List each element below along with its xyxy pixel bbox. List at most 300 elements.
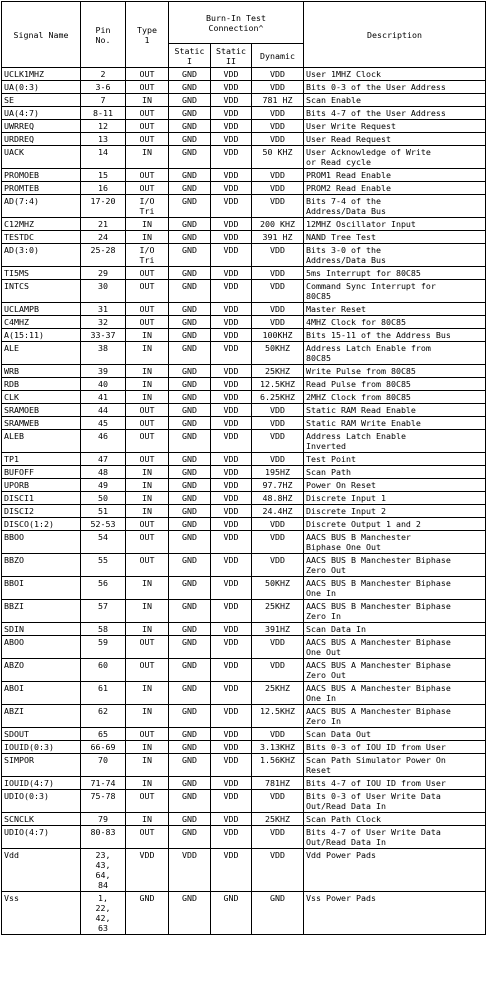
signal-name-cell: DISCI2 [2, 505, 81, 518]
signal-name-cell: BBZO [2, 554, 81, 577]
static-1-cell: GND [169, 754, 211, 777]
pin-number-cell: 56 [81, 577, 126, 600]
static-2-cell: VDD [211, 777, 252, 790]
type-cell: OUT [126, 81, 169, 94]
table-row [2, 826, 486, 849]
pin-number-cell: 52-53 [81, 518, 126, 531]
pin-number-cell: 54 [81, 531, 126, 554]
static-1-cell: GND [169, 466, 211, 479]
dynamic-cell: 24.4HZ [252, 505, 304, 518]
static-2-cell: VDD [211, 404, 252, 417]
static-2-cell: VDD [211, 741, 252, 754]
static-1-cell: GND [169, 267, 211, 280]
type-cell: IN [126, 218, 169, 231]
static-2-cell: VDD [211, 218, 252, 231]
pin-number-cell: 59 [81, 636, 126, 659]
static-1-cell: GND [169, 430, 211, 453]
pin-number-cell: 31 [81, 303, 126, 316]
signal-name-cell: SDIN [2, 623, 81, 636]
static-2-cell: VDD [211, 417, 252, 430]
dynamic-cell: VDD [252, 81, 304, 94]
static-2-cell: VDD [211, 554, 252, 577]
static-1-cell: GND [169, 365, 211, 378]
dynamic-cell: 200 KHZ [252, 218, 304, 231]
table-row [2, 342, 486, 365]
static-2-cell: VDD [211, 790, 252, 813]
pin-number-cell: 66-69 [81, 741, 126, 754]
type-cell: OUT [126, 518, 169, 531]
table-row [2, 267, 486, 280]
type-cell: IN [126, 682, 169, 705]
type-cell: OUT [126, 453, 169, 466]
static-1-cell: GND [169, 636, 211, 659]
type-cell: I/O Tri [126, 244, 169, 267]
dynamic-cell: 100KHZ [252, 329, 304, 342]
static-1-cell: GND [169, 705, 211, 728]
dynamic-cell: VDD [252, 417, 304, 430]
type-cell: OUT [126, 417, 169, 430]
table-row [2, 231, 486, 244]
type-cell: IN [126, 777, 169, 790]
table-row [2, 554, 486, 577]
static-1-cell: GND [169, 244, 211, 267]
dynamic-cell: VDD [252, 790, 304, 813]
dynamic-cell: VDD [252, 849, 304, 892]
dynamic-cell: 50KHZ [252, 342, 304, 365]
type-cell: OUT [126, 303, 169, 316]
table-row [2, 466, 486, 479]
table-row [2, 244, 486, 267]
signal-name-cell: UACK [2, 146, 81, 169]
type-cell: IN [126, 492, 169, 505]
dynamic-cell: 781 HZ [252, 94, 304, 107]
description-cell: Bits 15-11 of the Address Bus [304, 329, 486, 342]
type-cell: IN [126, 754, 169, 777]
static-2-cell: VDD [211, 195, 252, 218]
signal-name-cell: A(15:11) [2, 329, 81, 342]
dynamic-cell: VDD [252, 267, 304, 280]
dynamic-cell: 25KHZ [252, 682, 304, 705]
dynamic-cell: 50 KHZ [252, 146, 304, 169]
table-row [2, 518, 486, 531]
dynamic-cell: VDD [252, 169, 304, 182]
static-1-cell: GND [169, 453, 211, 466]
description-cell: Bits 4-7 of the User Address [304, 107, 486, 120]
table-row [2, 133, 486, 146]
table-row [2, 68, 486, 81]
signal-name-cell: AD(3:0) [2, 244, 81, 267]
static-1-cell: GND [169, 391, 211, 404]
description-cell: Bits 0-3 of User Write Data Out/Read Data In [304, 790, 486, 813]
header-signal-name: Signal Name [2, 2, 81, 68]
static-1-cell: GND [169, 600, 211, 623]
static-2-cell: VDD [211, 316, 252, 329]
static-1-cell: GND [169, 146, 211, 169]
signal-name-cell: INTCS [2, 280, 81, 303]
static-1-cell: GND [169, 554, 211, 577]
header-static-1: Static I [169, 44, 211, 68]
description-cell: 12MHZ Oscillator Input [304, 218, 486, 231]
description-cell: 5ms Interrupt for 80C85 [304, 267, 486, 280]
pin-number-cell: 8-11 [81, 107, 126, 120]
description-cell: User Read Request [304, 133, 486, 146]
description-cell: Scan Path Simulator Power On Reset [304, 754, 486, 777]
static-1-cell: GND [169, 120, 211, 133]
type-cell: OUT [126, 120, 169, 133]
table-row [2, 329, 486, 342]
static-1-cell: GND [169, 342, 211, 365]
static-2-cell: VDD [211, 169, 252, 182]
signal-name-cell: ALE [2, 342, 81, 365]
static-1-cell: VDD [169, 849, 211, 892]
dynamic-cell: VDD [252, 554, 304, 577]
dynamic-cell: 391HZ [252, 623, 304, 636]
table-row [2, 659, 486, 682]
description-cell: Scan Path Clock [304, 813, 486, 826]
dynamic-cell: VDD [252, 531, 304, 554]
table-row [2, 479, 486, 492]
dynamic-cell: VDD [252, 303, 304, 316]
type-cell: OUT [126, 659, 169, 682]
type-cell: OUT [126, 790, 169, 813]
signal-name-cell: DISCO(1:2) [2, 518, 81, 531]
static-2-cell: VDD [211, 577, 252, 600]
static-2-cell: VDD [211, 623, 252, 636]
signal-name-cell: PROMTEB [2, 182, 81, 195]
pin-number-cell: 14 [81, 146, 126, 169]
static-2-cell: VDD [211, 754, 252, 777]
signal-name-cell: AD(7:4) [2, 195, 81, 218]
table-row [2, 453, 486, 466]
signal-name-cell: BBOO [2, 531, 81, 554]
static-1-cell: GND [169, 728, 211, 741]
pin-number-cell: 71-74 [81, 777, 126, 790]
table-row [2, 146, 486, 169]
type-cell: GND [126, 892, 169, 935]
dynamic-cell: VDD [252, 826, 304, 849]
dynamic-cell: 97.7HZ [252, 479, 304, 492]
static-2-cell: VDD [211, 391, 252, 404]
description-cell: User Acknowledge of Write or Read cycle [304, 146, 486, 169]
dynamic-cell: 12.5KHZ [252, 705, 304, 728]
signal-name-cell: UCLAMPB [2, 303, 81, 316]
description-cell: AACS BUS B Manchester Biphase One In [304, 577, 486, 600]
signal-name-cell: ABOO [2, 636, 81, 659]
dynamic-cell: 25KHZ [252, 813, 304, 826]
type-cell: IN [126, 378, 169, 391]
description-cell: Bits 3-0 of the Address/Data Bus [304, 244, 486, 267]
description-cell: 2MHZ Clock from 80C85 [304, 391, 486, 404]
dynamic-cell: 3.13KHZ [252, 741, 304, 754]
signal-name-cell: BUFOFF [2, 466, 81, 479]
static-1-cell: GND [169, 659, 211, 682]
type-cell: OUT [126, 404, 169, 417]
header-dynamic: Dynamic [252, 44, 304, 68]
static-2-cell: VDD [211, 453, 252, 466]
static-1-cell: GND [169, 94, 211, 107]
dynamic-cell: VDD [252, 280, 304, 303]
static-1-cell: GND [169, 329, 211, 342]
signal-name-cell: BBOI [2, 577, 81, 600]
description-cell: PROM2 Read Enable [304, 182, 486, 195]
header-burn-in-test: Burn-In Test Connection^ [169, 2, 304, 44]
type-cell: IN [126, 479, 169, 492]
table-row [2, 636, 486, 659]
pin-number-cell: 3-6 [81, 81, 126, 94]
pin-number-cell: 79 [81, 813, 126, 826]
description-cell: Test Point [304, 453, 486, 466]
pin-number-cell: 57 [81, 600, 126, 623]
dynamic-cell: VDD [252, 68, 304, 81]
static-2-cell: VDD [211, 466, 252, 479]
dynamic-cell: 25KHZ [252, 600, 304, 623]
pin-number-cell: 65 [81, 728, 126, 741]
signal-name-cell: SE [2, 94, 81, 107]
description-cell: Scan Enable [304, 94, 486, 107]
signal-name-cell: DISCI1 [2, 492, 81, 505]
pin-number-cell: 46 [81, 430, 126, 453]
pin-number-cell: 58 [81, 623, 126, 636]
signal-name-cell: ABZI [2, 705, 81, 728]
static-1-cell: GND [169, 682, 211, 705]
signal-name-cell: UA(4:7) [2, 107, 81, 120]
signal-name-cell: IOUID(4:7) [2, 777, 81, 790]
pin-number-cell: 45 [81, 417, 126, 430]
pin-number-cell: 47 [81, 453, 126, 466]
type-cell: IN [126, 94, 169, 107]
static-2-cell: VDD [211, 378, 252, 391]
table-row [2, 813, 486, 826]
static-2-cell: VDD [211, 94, 252, 107]
pin-number-cell: 12 [81, 120, 126, 133]
dynamic-cell: 25KHZ [252, 365, 304, 378]
dynamic-cell: VDD [252, 244, 304, 267]
static-1-cell: GND [169, 280, 211, 303]
description-cell: AACS BUS B Manchester Biphase Zero Out [304, 554, 486, 577]
pin-number-cell: 62 [81, 705, 126, 728]
pin-number-cell: 32 [81, 316, 126, 329]
dynamic-cell: VDD [252, 404, 304, 417]
dynamic-cell: VDD [252, 195, 304, 218]
table-row [2, 169, 486, 182]
signal-name-cell: Vss [2, 892, 81, 935]
type-cell: IN [126, 342, 169, 365]
type-cell: OUT [126, 182, 169, 195]
pin-number-cell: 25-28 [81, 244, 126, 267]
type-cell: OUT [126, 728, 169, 741]
table-row [2, 107, 486, 120]
static-2-cell: VDD [211, 813, 252, 826]
table-row [2, 777, 486, 790]
dynamic-cell: VDD [252, 453, 304, 466]
dynamic-cell: VDD [252, 316, 304, 329]
description-cell: AACS BUS A Manchester Biphase One Out [304, 636, 486, 659]
static-2-cell: VDD [211, 659, 252, 682]
pin-number-cell: 41 [81, 391, 126, 404]
pin-number-cell: 60 [81, 659, 126, 682]
signal-name-cell: UDIO(4:7) [2, 826, 81, 849]
header-static-2: Static II [211, 44, 252, 68]
dynamic-cell: 50KHZ [252, 577, 304, 600]
static-1-cell: GND [169, 813, 211, 826]
signal-name-cell: RDB [2, 378, 81, 391]
static-1-cell: GND [169, 790, 211, 813]
table-row [2, 505, 486, 518]
signal-name-cell: IOUID(0:3) [2, 741, 81, 754]
type-cell: IN [126, 813, 169, 826]
static-2-cell: VDD [211, 518, 252, 531]
table-row [2, 849, 486, 892]
table-row [2, 790, 486, 813]
type-cell: OUT [126, 68, 169, 81]
description-cell: AACS BUS A Manchester Biphase One In [304, 682, 486, 705]
description-cell: Write Pulse from 80C85 [304, 365, 486, 378]
signal-name-cell: UA(0:3) [2, 81, 81, 94]
dynamic-cell: VDD [252, 728, 304, 741]
type-cell: IN [126, 146, 169, 169]
dynamic-cell: 6.25KHZ [252, 391, 304, 404]
type-cell: I/O Tri [126, 195, 169, 218]
pin-number-cell: 21 [81, 218, 126, 231]
static-2-cell: VDD [211, 342, 252, 365]
table-row [2, 365, 486, 378]
dynamic-cell: VDD [252, 518, 304, 531]
table-row [2, 182, 486, 195]
description-cell: Command Sync Interrupt for 80C85 [304, 280, 486, 303]
static-1-cell: GND [169, 133, 211, 146]
static-2-cell: VDD [211, 636, 252, 659]
static-1-cell: GND [169, 492, 211, 505]
description-cell: Scan Data Out [304, 728, 486, 741]
description-cell: AACS BUS B Manchester Biphase Zero In [304, 600, 486, 623]
table-row [2, 600, 486, 623]
description-cell: Bits 4-7 of User Write Data Out/Read Data In [304, 826, 486, 849]
description-cell: AACS BUS A Manchester Biphase Zero Out [304, 659, 486, 682]
static-2-cell: VDD [211, 303, 252, 316]
pin-number-cell: 24 [81, 231, 126, 244]
static-1-cell: GND [169, 505, 211, 518]
table-row [2, 577, 486, 600]
signal-name-cell: UDIO(0:3) [2, 790, 81, 813]
description-cell: PROM1 Read Enable [304, 169, 486, 182]
static-1-cell: GND [169, 182, 211, 195]
static-2-cell: VDD [211, 107, 252, 120]
table-row [2, 728, 486, 741]
description-cell: Bits 4-7 of IOU ID from User [304, 777, 486, 790]
static-1-cell: GND [169, 826, 211, 849]
static-2-cell: VDD [211, 133, 252, 146]
signal-name-cell: TI5MS [2, 267, 81, 280]
table-row [2, 316, 486, 329]
signal-name-cell: UWRREQ [2, 120, 81, 133]
signal-name-cell: C4MHZ [2, 316, 81, 329]
type-cell: OUT [126, 267, 169, 280]
table-row [2, 741, 486, 754]
dynamic-cell: GND [252, 892, 304, 935]
static-2-cell: VDD [211, 531, 252, 554]
pin-number-cell: 16 [81, 182, 126, 195]
type-cell: IN [126, 705, 169, 728]
static-2-cell: VDD [211, 849, 252, 892]
type-cell: OUT [126, 280, 169, 303]
pin-number-cell: 13 [81, 133, 126, 146]
static-2-cell: VDD [211, 68, 252, 81]
description-cell: Power On Reset [304, 479, 486, 492]
static-2-cell: VDD [211, 705, 252, 728]
signal-name-cell: TESTDC [2, 231, 81, 244]
type-cell: IN [126, 600, 169, 623]
description-cell: Discrete Input 2 [304, 505, 486, 518]
static-1-cell: GND [169, 531, 211, 554]
description-cell: Bits 0-3 of the User Address [304, 81, 486, 94]
signal-name-cell: C12MHZ [2, 218, 81, 231]
pin-number-cell: 55 [81, 554, 126, 577]
static-2-cell: VDD [211, 146, 252, 169]
pin-number-cell: 61 [81, 682, 126, 705]
type-cell: IN [126, 231, 169, 244]
type-cell: IN [126, 741, 169, 754]
static-2-cell: GND [211, 892, 252, 935]
type-cell: OUT [126, 133, 169, 146]
description-cell: Address Latch Enable Inverted [304, 430, 486, 453]
static-2-cell: VDD [211, 430, 252, 453]
dynamic-cell: VDD [252, 182, 304, 195]
signal-name-cell: UCLK1MHZ [2, 68, 81, 81]
static-2-cell: VDD [211, 231, 252, 244]
pin-number-cell: 7 [81, 94, 126, 107]
pin-number-cell: 50 [81, 492, 126, 505]
signal-name-cell: ABOI [2, 682, 81, 705]
signal-name-cell: SRAMOEB [2, 404, 81, 417]
table-row [2, 303, 486, 316]
pin-number-cell: 15 [81, 169, 126, 182]
description-cell: Address Latch Enable from 80C85 [304, 342, 486, 365]
description-cell: Static RAM Write Enable [304, 417, 486, 430]
table-row [2, 378, 486, 391]
table-row [2, 391, 486, 404]
dynamic-cell: VDD [252, 659, 304, 682]
table-row [2, 218, 486, 231]
type-cell: IN [126, 466, 169, 479]
description-cell: User Write Request [304, 120, 486, 133]
static-1-cell: GND [169, 404, 211, 417]
description-cell: 4MHZ Clock for 80C85 [304, 316, 486, 329]
table-row [2, 531, 486, 554]
type-cell: IN [126, 505, 169, 518]
header-description: Description [304, 2, 486, 68]
dynamic-cell: VDD [252, 133, 304, 146]
description-cell: Master Reset [304, 303, 486, 316]
table-row [2, 195, 486, 218]
static-2-cell: VDD [211, 244, 252, 267]
dynamic-cell: 12.5KHZ [252, 378, 304, 391]
dynamic-cell: VDD [252, 107, 304, 120]
description-cell: Read Pulse from 80C85 [304, 378, 486, 391]
static-1-cell: GND [169, 777, 211, 790]
description-cell: Vss Power Pads [304, 892, 486, 935]
description-cell: Bits 7-4 of the Address/Data Bus [304, 195, 486, 218]
description-cell: Scan Path [304, 466, 486, 479]
header-type: Type 1 [126, 2, 169, 68]
static-1-cell: GND [169, 218, 211, 231]
dynamic-cell: 195HZ [252, 466, 304, 479]
pin-number-cell: 30 [81, 280, 126, 303]
dynamic-cell: 781HZ [252, 777, 304, 790]
pin-number-cell: 23, 43, 64, 84 [81, 849, 126, 892]
static-2-cell: VDD [211, 329, 252, 342]
description-cell: Discrete Input 1 [304, 492, 486, 505]
static-1-cell: GND [169, 479, 211, 492]
